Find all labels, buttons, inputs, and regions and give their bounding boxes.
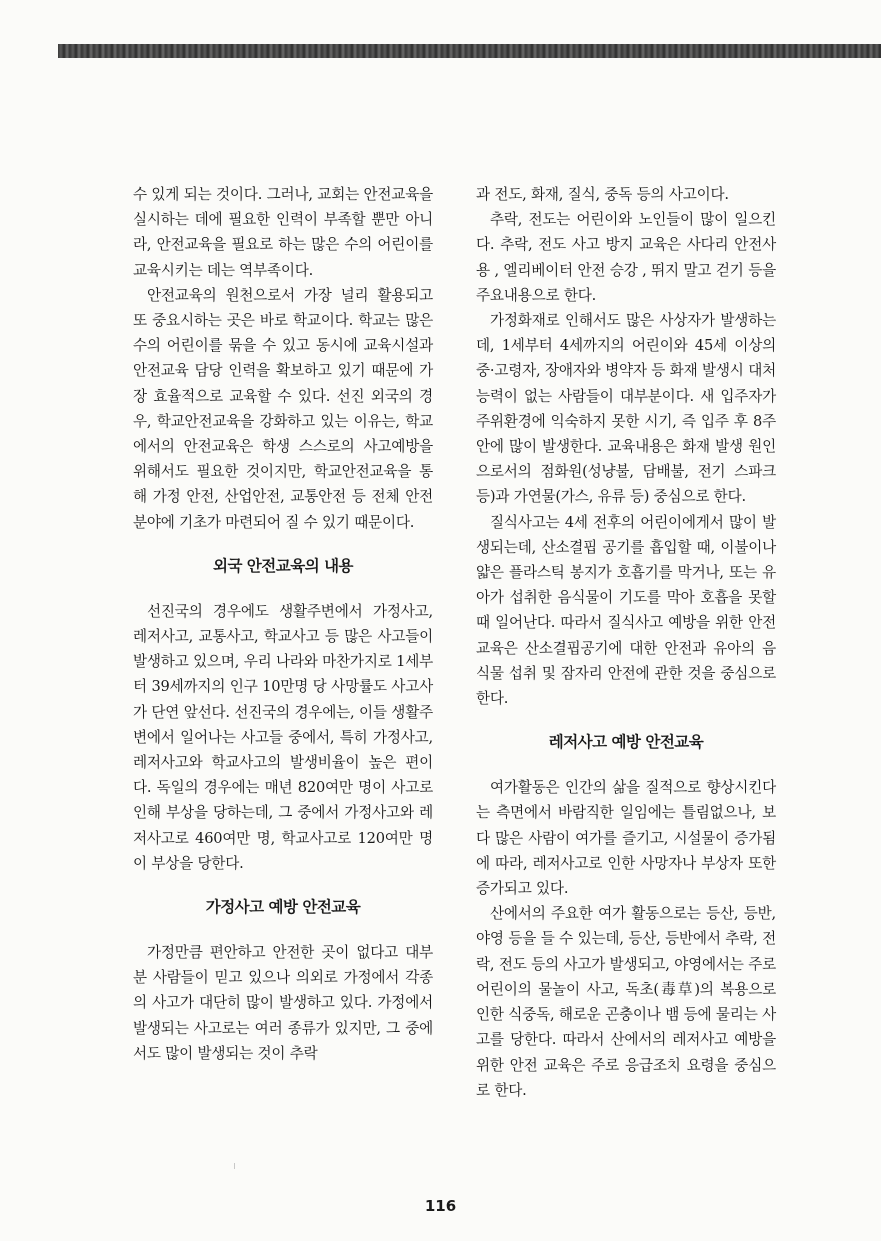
section-heading-home-accident-prevention: 가정사고 예방 안전교육 — [205, 898, 361, 917]
right-paragraph-1: 과 전도, 화재, 질식, 중독 등의 사고이다. — [476, 186, 729, 203]
right-paragraph-2: 추락, 전도는 어린이와 노인들이 많이 일으킨다. 추락, 전도 사고 방지 교육은 사다리 안전사용 , 엘리베이터 안전 승강 , 뛰지 말고 걷기 등을 주요내용으로 한다. — [476, 211, 776, 304]
right-paragraph-6: 산에서의 주요한 여가 활동으로는 등산, 등반, 야영 등을 들 수 있는데, 등산, 등반에서 추락, 전락, 전도 등의 사고가 발생되고, 야영에서는 주로 어린이의 물놀이 사고, 독초(毒草)의 복용으로 인한 식중독, 해로운 곤충이나 뱀 등에 물리는 사고를 당한다. 따라서 산에서의 레저사고 예방을 위한 안전 교육은 주로 응급조치 요령을 중심으로 한다. — [476, 905, 776, 1099]
section-heading-leisure-accident-prevention: 레저사고 예방 안전교육 — [548, 733, 704, 752]
left-paragraph-1: 수 있게 되는 것이다. 그러나, 교회는 안전교육을 실시하는 데에 필요한 인력이 부족할 뿐만 아니라, 안전교육을 필요로 하는 많은 수의 어린이를 교육시키는 데는 역부족이다. — [133, 186, 433, 279]
left-column — [133, 182, 433, 1066]
right-paragraph-5: 여가활동은 인간의 삶을 질적으로 향상시킨다는 측면에서 바람직한 일임에는 틀림없으나, 보다 많은 사람이 여가를 즐기고, 시설물이 증가됨에 따라, 레저사고로 인한 사망자나 부상자 또한 증가되고 있다. — [476, 779, 776, 898]
right-paragraph-4: 질식사고는 4세 전후의 어린이에게서 많이 발생되는데, 산소결핍 공기를 흡입할 때, 이불이나 얇은 플라스틱 봉지가 호흡기를 막거나, 또는 유아가 섭취한 음식물이 기도를 막아 호흡을 못할 때 일어난다. 따라서 질식사고 예방을 위한 안전교육은 산소결핍공기에 대한 안전과 유아의 음식물 섭취 및 잠자리 안전에 관한 것을 중심으로 한다. — [476, 513, 776, 708]
footer-tick — [234, 1163, 235, 1169]
right-column — [476, 182, 776, 1103]
section-heading-foreign-safety-education: 외국 안전교육의 내용 — [212, 556, 354, 575]
left-paragraph-4: 가정만큼 편안하고 안전한 곳이 없다고 대부분 사람들이 믿고 있으나 의외로 가정에서 각종의 사고가 대단히 많이 발생하고 있다. 가정에서 발생되는 사고로는 여러 종류가 있지만, 그 중에서도 많이 발생되는 것이 추락 — [133, 944, 433, 1062]
left-paragraph-3: 선진국의 경우에도 생활주변에서 가정사고, 레저사고, 교통사고, 학교사고 등 많은 사고들이 발생하고 있으며, 우리 나라와 마찬가지로 1세부터 39세까지의 인구 10만명 당 사망률도 사고사가 단연 앞선다. 선진국의 경우에는, 이들 생활주변에서 일어나는 사고들 중에서, 특히 가정사고, 레저사고와 학교사고의 발생비율이 높은 편이다. 독일의 경우에는 매년 820여만 명이 사고로 인해 부상을 당하는데, 그 중에서 가정사고와 레저사고로 460여만 명, 학교사고로 120여만 명이 부상을 당한다. — [133, 602, 433, 872]
header-bar — [58, 44, 881, 58]
left-paragraph-2: 안전교육의 원천으로서 가장 널리 활용되고 또 중요시하는 곳은 바로 학교이다. 학교는 많은 수의 어린이를 묶을 수 있고 동시에 교육시설과 안전교육 담당 인력을 확보하고 있기 때문에 가장 효율적으로 교육할 수 있다. 선진 외국의 경우, 학교안전교육을 강화하고 있는 이유는, 학교에서의 안전교육은 학생 스스로의 사고예방을 위해서도 필요한 것이지만, 학교안전교육을 통해 가정 안전, 산업안전, 교통안전 등 전체 안전분야에 기초가 마련되어 질 수 있기 때문이다. — [133, 286, 433, 531]
page-number: 116 — [424, 1197, 457, 1215]
right-paragraph-3: 가정화재로 인해서도 많은 사상자가 발생하는데, 1세부터 4세까지의 어린이와 45세 이상의 중·고령자, 장애자와 병약자 등 화재 발생시 대처능력이 없는 사람들이 대부분이다. 새 입주자가 주위환경에 익숙하지 못한 시기, 즉 입주 후 8주 안에 많이 발생한다. 교육내용은 화재 발생 원인으로서의 점화원(성냥불, 담배불, 전기 스파크 등)과 가연물(가스, 유류 등) 중심으로 한다. — [476, 312, 776, 506]
